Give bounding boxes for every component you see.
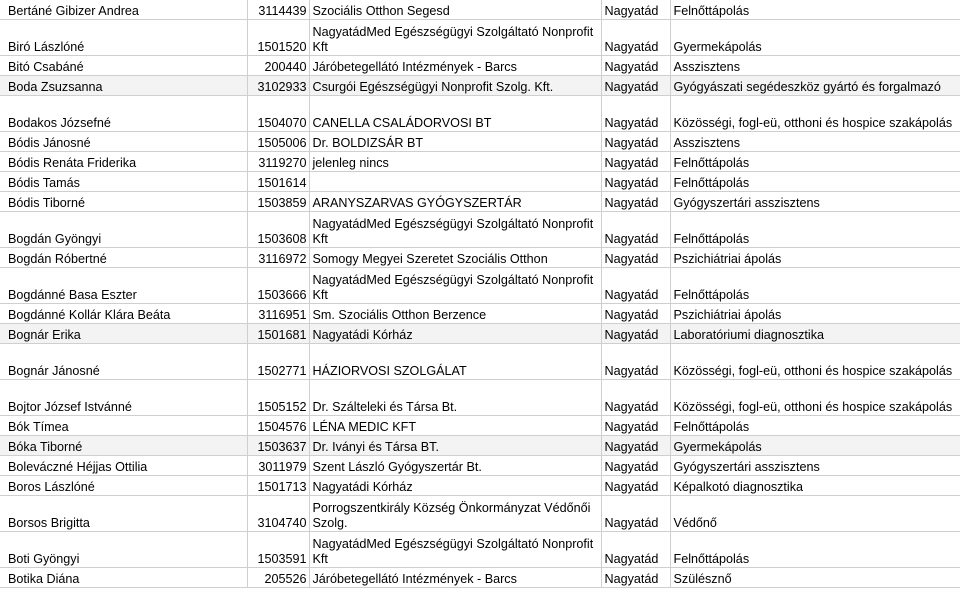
cell-organization: Járóbetegellátó Intézmények - Barcs	[309, 568, 601, 588]
cell-id: 1505152	[247, 380, 309, 416]
table-row	[0, 324, 960, 344]
cell-profession: Védőnő	[670, 496, 960, 532]
cell-id: 3102933	[247, 76, 309, 96]
cell-id: 1501681	[247, 324, 309, 344]
cell-city: Nagyatád	[601, 172, 670, 192]
cell-organization: Porrogszentkirály Község Önkormányzat Védőnői Szolg.	[309, 496, 601, 532]
cell-organization: NagyatádMed Egészségügyi Szolgáltató Nonprofit Kft	[309, 20, 601, 56]
cell-profession: Felnőttápolás	[670, 172, 960, 192]
cell-organization: NagyatádMed Egészségügyi Szolgáltató Nonprofit Kft	[309, 212, 601, 248]
cell-organization: Sm. Szociális Otthon Berzence	[309, 304, 601, 324]
table-row	[0, 476, 960, 496]
cell-id: 3011979	[247, 456, 309, 476]
cell-organization: ARANYSZARVAS GYÓGYSZERTÁR	[309, 192, 601, 212]
cell-profession: Pszichiátriai ápolás	[670, 248, 960, 268]
cell-city: Nagyatád	[601, 192, 670, 212]
cell-organization: HÁZIORVOSI SZOLGÁLAT	[309, 344, 601, 380]
table-row	[0, 248, 960, 268]
cell-name: Bogdánné Basa Eszter	[0, 268, 247, 304]
cell-name: Borsos Brigitta	[0, 496, 247, 532]
table-row	[0, 568, 960, 588]
cell-organization: Somogy Megyei Szeretet Szociális Otthon	[309, 248, 601, 268]
cell-profession: Gyógyszertári asszisztens	[670, 192, 960, 212]
cell-profession: Asszisztens	[670, 56, 960, 76]
table-row	[0, 304, 960, 324]
cell-id: 3114439	[247, 0, 309, 20]
cell-name: Bognár Erika	[0, 324, 247, 344]
cell-city: Nagyatád	[601, 304, 670, 324]
cell-profession: Gyermekápolás	[670, 20, 960, 56]
table-row	[0, 132, 960, 152]
cell-profession: Szülésznő	[670, 568, 960, 588]
table-row	[0, 496, 960, 532]
cell-name: Biró Lászlóné	[0, 20, 247, 56]
cell-organization	[309, 172, 601, 192]
cell-name: Bogdánné Kollár Klára Beáta	[0, 304, 247, 324]
cell-city: Nagyatád	[601, 532, 670, 568]
cell-id: 1504576	[247, 416, 309, 436]
table-row	[0, 268, 960, 304]
cell-name: Botika Diána	[0, 568, 247, 588]
cell-city: Nagyatád	[601, 380, 670, 416]
cell-city: Nagyatád	[601, 96, 670, 132]
cell-id: 1503859	[247, 192, 309, 212]
cell-profession: Laboratóriumi diagnosztika	[670, 324, 960, 344]
cell-city: Nagyatád	[601, 476, 670, 496]
cell-name: Bódis Tamás	[0, 172, 247, 192]
cell-id: 1503608	[247, 212, 309, 248]
cell-name: Bóka Tiborné	[0, 436, 247, 456]
cell-profession: Gyógyászati segédeszköz gyártó és forgalmazó	[670, 76, 960, 96]
cell-profession: Közösségi, fogl-eü, otthoni és hospice szakápolás	[670, 380, 960, 416]
table-row	[0, 76, 960, 96]
cell-name: Boros Lászlóné	[0, 476, 247, 496]
cell-name: Bódis Jánosné	[0, 132, 247, 152]
table-row	[0, 172, 960, 192]
cell-city: Nagyatád	[601, 212, 670, 248]
cell-profession: Felnőttápolás	[670, 152, 960, 172]
cell-organization: jelenleg nincs	[309, 152, 601, 172]
cell-city: Nagyatád	[601, 344, 670, 380]
cell-organization: NagyatádMed Egészségügyi Szolgáltató Nonprofit Kft	[309, 268, 601, 304]
cell-id: 200440	[247, 56, 309, 76]
cell-city: Nagyatád	[601, 456, 670, 476]
cell-profession: Felnőttápolás	[670, 268, 960, 304]
table-row	[0, 380, 960, 416]
table-row	[0, 436, 960, 456]
cell-id: 1503637	[247, 436, 309, 456]
cell-profession: Felnőttápolás	[670, 416, 960, 436]
cell-id: 3116972	[247, 248, 309, 268]
cell-id: 1505006	[247, 132, 309, 152]
table-row	[0, 152, 960, 172]
table-row	[0, 212, 960, 248]
cell-organization: Dr. Iványi és Társa BT.	[309, 436, 601, 456]
cell-organization: Dr. Szálteleki és Társa Bt.	[309, 380, 601, 416]
cell-name: Bojtor József Istvánné	[0, 380, 247, 416]
cell-id: 1501520	[247, 20, 309, 56]
cell-city: Nagyatád	[601, 436, 670, 456]
cell-city: Nagyatád	[601, 248, 670, 268]
cell-name: Bódis Tiborné	[0, 192, 247, 212]
cell-city: Nagyatád	[601, 568, 670, 588]
cell-city: Nagyatád	[601, 496, 670, 532]
cell-id: 3116951	[247, 304, 309, 324]
cell-name: Bodakos Józsefné	[0, 96, 247, 132]
table-row	[0, 20, 960, 56]
cell-profession: Gyermekápolás	[670, 436, 960, 456]
cell-profession: Gyógyszertári asszisztens	[670, 456, 960, 476]
cell-organization: Szent László Gyógyszertár Bt.	[309, 456, 601, 476]
cell-name: Bertáné Gibizer Andrea	[0, 0, 247, 20]
cell-city: Nagyatád	[601, 416, 670, 436]
cell-city: Nagyatád	[601, 76, 670, 96]
cell-id: 1502771	[247, 344, 309, 380]
cell-organization: Szociális Otthon Segesd	[309, 0, 601, 20]
cell-organization: Dr. BOLDIZSÁR BT	[309, 132, 601, 152]
cell-organization: LÉNA MEDIC KFT	[309, 416, 601, 436]
cell-id: 205526	[247, 568, 309, 588]
cell-profession: Felnőttápolás	[670, 0, 960, 20]
cell-profession: Közösségi, fogl-eü, otthoni és hospice szakápolás	[670, 96, 960, 132]
cell-city: Nagyatád	[601, 268, 670, 304]
cell-name: Bók Tímea	[0, 416, 247, 436]
cell-organization: CANELLA CSALÁDORVOSI BT	[309, 96, 601, 132]
cell-name: Boti Gyöngyi	[0, 532, 247, 568]
table-row	[0, 344, 960, 380]
cell-name: Boda Zsuzsanna	[0, 76, 247, 96]
cell-city: Nagyatád	[601, 152, 670, 172]
cell-id: 1501614	[247, 172, 309, 192]
table-row	[0, 0, 960, 20]
table-row	[0, 416, 960, 436]
cell-name: Bódis Renáta Friderika	[0, 152, 247, 172]
table-row	[0, 456, 960, 476]
cell-profession: Közösségi, fogl-eü, otthoni és hospice szakápolás	[670, 344, 960, 380]
cell-profession: Felnőttápolás	[670, 212, 960, 248]
cell-profession: Asszisztens	[670, 132, 960, 152]
cell-organization: Nagyatádi Kórház	[309, 476, 601, 496]
cell-organization: NagyatádMed Egészségügyi Szolgáltató Nonprofit Kft	[309, 532, 601, 568]
cell-name: Boleváczné Héjjas Ottilia	[0, 456, 247, 476]
cell-profession: Pszichiátriai ápolás	[670, 304, 960, 324]
cell-city: Nagyatád	[601, 132, 670, 152]
cell-id: 1503591	[247, 532, 309, 568]
cell-city: Nagyatád	[601, 324, 670, 344]
cell-city: Nagyatád	[601, 20, 670, 56]
cell-organization: Csurgói Egészségügyi Nonprofit Szolg. Kft.	[309, 76, 601, 96]
table-row	[0, 532, 960, 568]
cell-name: Bogdán Gyöngyi	[0, 212, 247, 248]
cell-id: 1504070	[247, 96, 309, 132]
cell-name: Bitó Csabáné	[0, 56, 247, 76]
cell-city: Nagyatád	[601, 0, 670, 20]
cell-profession: Felnőttápolás	[670, 532, 960, 568]
table-row	[0, 192, 960, 212]
cell-id: 3104740	[247, 496, 309, 532]
cell-id: 3119270	[247, 152, 309, 172]
cell-organization: Járóbetegellátó Intézmények - Barcs	[309, 56, 601, 76]
cell-city: Nagyatád	[601, 56, 670, 76]
cell-organization: Nagyatádi Kórház	[309, 324, 601, 344]
cell-name: Bogdán Róbertné	[0, 248, 247, 268]
cell-id: 1503666	[247, 268, 309, 304]
table-row	[0, 96, 960, 132]
cell-name: Bognár Jánosné	[0, 344, 247, 380]
table-row	[0, 56, 960, 76]
cell-profession: Képalkotó diagnosztika	[670, 476, 960, 496]
cell-id: 1501713	[247, 476, 309, 496]
